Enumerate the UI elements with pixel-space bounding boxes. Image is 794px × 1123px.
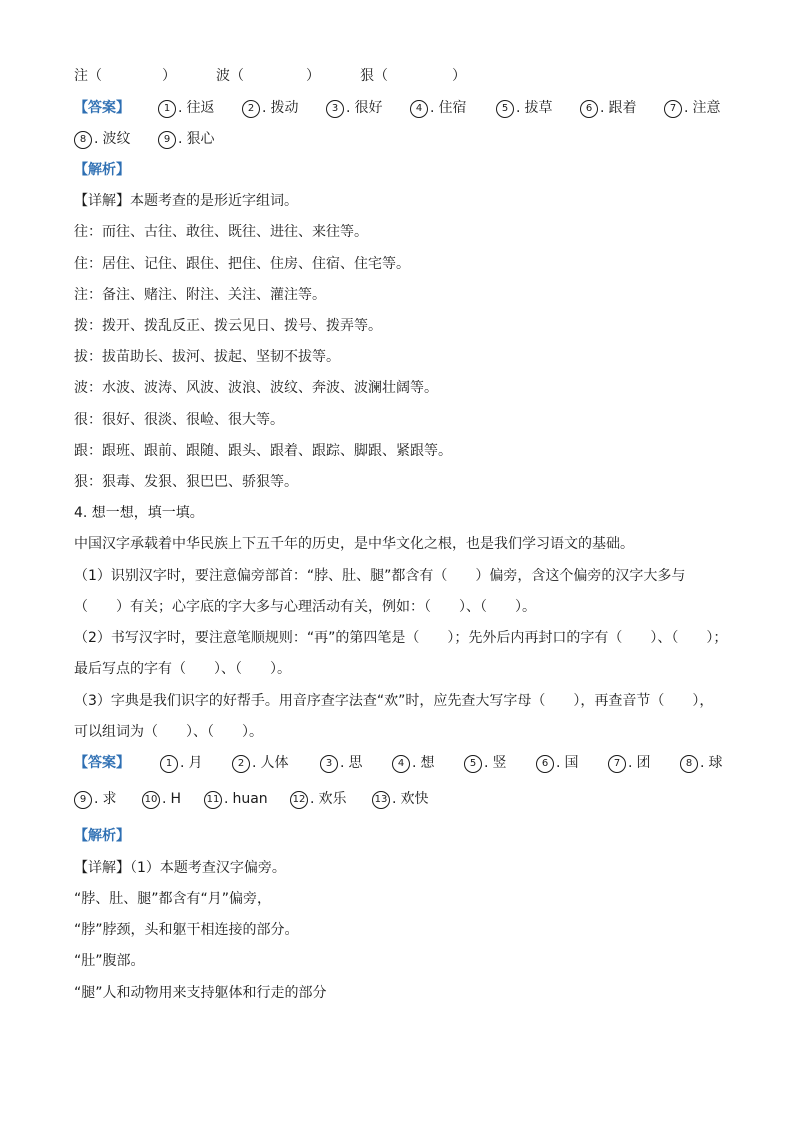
answer-text: 想 bbox=[420, 755, 435, 771]
answer-item: 5 . 拔草 bbox=[496, 98, 552, 118]
circled-number: 5 bbox=[464, 755, 482, 773]
answer-text: 求 bbox=[102, 791, 117, 807]
circled-number: 11 bbox=[204, 791, 222, 809]
circled-number: 7 bbox=[608, 755, 626, 773]
answer-item: 4 . 住宿 bbox=[410, 98, 466, 118]
detail-heading: 【详解】本题考查的是形近字组词。 bbox=[74, 193, 298, 209]
answer-text: 国 bbox=[564, 755, 579, 771]
answer-text: 很好 bbox=[354, 100, 383, 116]
circled-number: 8 bbox=[74, 131, 92, 149]
question-part-1-line-2: （ ）有关；心字底的字大多与心理活动有关，例如：（ ）、（ ）。 bbox=[74, 599, 536, 615]
answer-text: huan bbox=[232, 791, 268, 807]
circled-number: 10 bbox=[142, 791, 160, 809]
answer-item: 13 . 欢快 bbox=[372, 789, 428, 809]
top-row-item-3: 波（ bbox=[216, 68, 244, 84]
question-part-3-line-1: （3）字典是我们识字的好帮手。用音序查字法查“欢”时，应先查大写字母（ ），再查音节（ ）， bbox=[74, 693, 714, 709]
answer-tag: 【答案】 bbox=[74, 100, 130, 116]
circled-number: 5 bbox=[496, 100, 514, 118]
answer-tag: 【答案】 bbox=[74, 755, 130, 771]
answer-item: 8 . 球 bbox=[680, 753, 722, 773]
analysis-tag: 【解析】 bbox=[74, 162, 130, 178]
answer-item: 6 . 跟着 bbox=[580, 98, 636, 118]
circled-number: 3 bbox=[326, 100, 344, 118]
answer-text: 波纹 bbox=[102, 131, 131, 147]
question-intro: 中国汉字承载着中华民族上下五千年的历史，是中华文化之根，也是我们学习语文的基础。 bbox=[74, 536, 634, 552]
question-part-1-line-1: （1）识别汉字时，要注意偏旁部首：“脖、肚、腿”都含有（ ）偏旁，含这个偏旁的汉字大多与 bbox=[74, 568, 686, 584]
question-part-2-line-2: 最后写点的字有（ ）、（ ）。 bbox=[74, 661, 291, 677]
circled-number: 2 bbox=[242, 100, 260, 118]
answer-text: 注意 bbox=[692, 100, 721, 116]
answer-item: 9 . 狠心 bbox=[158, 129, 214, 149]
answer-text: 思 bbox=[348, 755, 363, 771]
analysis-line: 跟：跟班、跟前、跟随、跟头、跟着、跟踪、脚跟、紧跟等。 bbox=[74, 443, 452, 459]
top-row-item-6: ） bbox=[452, 68, 466, 84]
analysis-line: 拨：拨开、拨乱反正、拨云见日、拨号、拨弄等。 bbox=[74, 318, 382, 334]
answer-item: 3 . 很好 bbox=[326, 98, 382, 118]
answer-text: 人体 bbox=[260, 755, 289, 771]
circled-number: 8 bbox=[680, 755, 698, 773]
circled-number: 13 bbox=[372, 791, 390, 809]
answer-text: 团 bbox=[636, 755, 651, 771]
circled-number: 6 bbox=[580, 100, 598, 118]
answer-item: 4 . 想 bbox=[392, 753, 434, 773]
answer-item: 7 . 团 bbox=[608, 753, 650, 773]
analysis-line: 住：居住、记住、跟住、把住、住房、住宿、住宅等。 bbox=[74, 256, 410, 272]
answer-item: 5 . 竖 bbox=[464, 753, 506, 773]
answer-item: 2 . 拨动 bbox=[242, 98, 298, 118]
answer-text: 球 bbox=[708, 755, 723, 771]
answer-text: 住宿 bbox=[438, 100, 467, 116]
detail-heading: 【详解】（1）本题考查汉字偏旁。 bbox=[74, 860, 286, 876]
top-row-item-1: 注（ bbox=[74, 68, 102, 84]
circled-number: 12 bbox=[290, 791, 308, 809]
answer-item: 1 . 往返 bbox=[158, 98, 214, 118]
answer-row-3 bbox=[0, 753, 794, 773]
circled-number: 2 bbox=[232, 755, 250, 773]
analysis-tag: 【解析】 bbox=[74, 828, 130, 844]
answer-text: H bbox=[170, 791, 181, 807]
answer-text: 欢快 bbox=[400, 791, 429, 807]
circled-number: 9 bbox=[158, 131, 176, 149]
answer-item: 3 . 思 bbox=[320, 753, 362, 773]
answer-row-2 bbox=[0, 129, 794, 149]
analysis-line: “脖”脖颈，头和躯干相连接的部分。 bbox=[74, 922, 299, 938]
answer-text: 竖 bbox=[492, 755, 507, 771]
question-part-2-line-1: （2）书写汉字时，要注意笔顺规则：“再”的第四笔是（ ）；先外后内再封口的字有（ ）、（ ）； bbox=[74, 630, 728, 646]
answer-row-1 bbox=[0, 98, 794, 118]
analysis-line: 波：水波、波涛、风波、波浪、波纹、奔波、波澜壮阔等。 bbox=[74, 380, 438, 396]
circled-number: 4 bbox=[392, 755, 410, 773]
top-row-item-2: ） bbox=[162, 68, 176, 84]
answer-item: 1 . 月 bbox=[160, 753, 202, 773]
circled-number: 1 bbox=[160, 755, 178, 773]
answer-item: 11 . huan bbox=[204, 789, 268, 809]
question-title: 4. 想一想，填一填。 bbox=[74, 505, 204, 521]
circled-number: 6 bbox=[536, 755, 554, 773]
answer-text: 月 bbox=[188, 755, 203, 771]
analysis-line: 注：备注、赌注、附注、关注、灌注等。 bbox=[74, 287, 326, 303]
circled-number: 1 bbox=[158, 100, 176, 118]
answer-text: 往返 bbox=[186, 100, 215, 116]
answer-item: 10 . H bbox=[142, 789, 181, 809]
analysis-line: “腿”人和动物用来支持躯体和行走的部分 bbox=[74, 985, 327, 1001]
answer-item: 8 . 波纹 bbox=[74, 129, 130, 149]
answer-item: 6 . 国 bbox=[536, 753, 578, 773]
answer-item: 9 . 求 bbox=[74, 789, 116, 809]
circled-number: 7 bbox=[664, 100, 682, 118]
answer-item: 12 . 欢乐 bbox=[290, 789, 346, 809]
circled-number: 9 bbox=[74, 791, 92, 809]
answer-item: 2 . 人体 bbox=[232, 753, 288, 773]
analysis-line: 往：而往、古往、敢往、既往、进往、来往等。 bbox=[74, 224, 368, 240]
question-part-3-line-2: 可以组词为（ ）、（ ）。 bbox=[74, 724, 263, 740]
analysis-line: “肚”腹部。 bbox=[74, 953, 145, 969]
analysis-line: 狠：狠毒、发狠、狠巴巴、骄狠等。 bbox=[74, 474, 298, 490]
top-row-item-4: ） bbox=[306, 68, 320, 84]
answer-text: 跟着 bbox=[608, 100, 637, 116]
answer-text: 拔草 bbox=[524, 100, 553, 116]
answer-text: 狠心 bbox=[186, 131, 215, 147]
answer-text: 欢乐 bbox=[318, 791, 347, 807]
analysis-line: 很：很好、很淡、很崄、很大等。 bbox=[74, 412, 284, 428]
answer-row-4 bbox=[0, 789, 794, 809]
answer-item: 7 . 注意 bbox=[664, 98, 720, 118]
analysis-line: “脖、肚、腿”都含有“月”偏旁， bbox=[74, 891, 272, 907]
analysis-line: 拔：拔苗助长、拔河、拔起、坚韧不拔等。 bbox=[74, 349, 340, 365]
circled-number: 3 bbox=[320, 755, 338, 773]
answer-text: 拨动 bbox=[270, 100, 299, 116]
circled-number: 4 bbox=[410, 100, 428, 118]
top-row-item-5: 狠（ bbox=[360, 68, 388, 84]
